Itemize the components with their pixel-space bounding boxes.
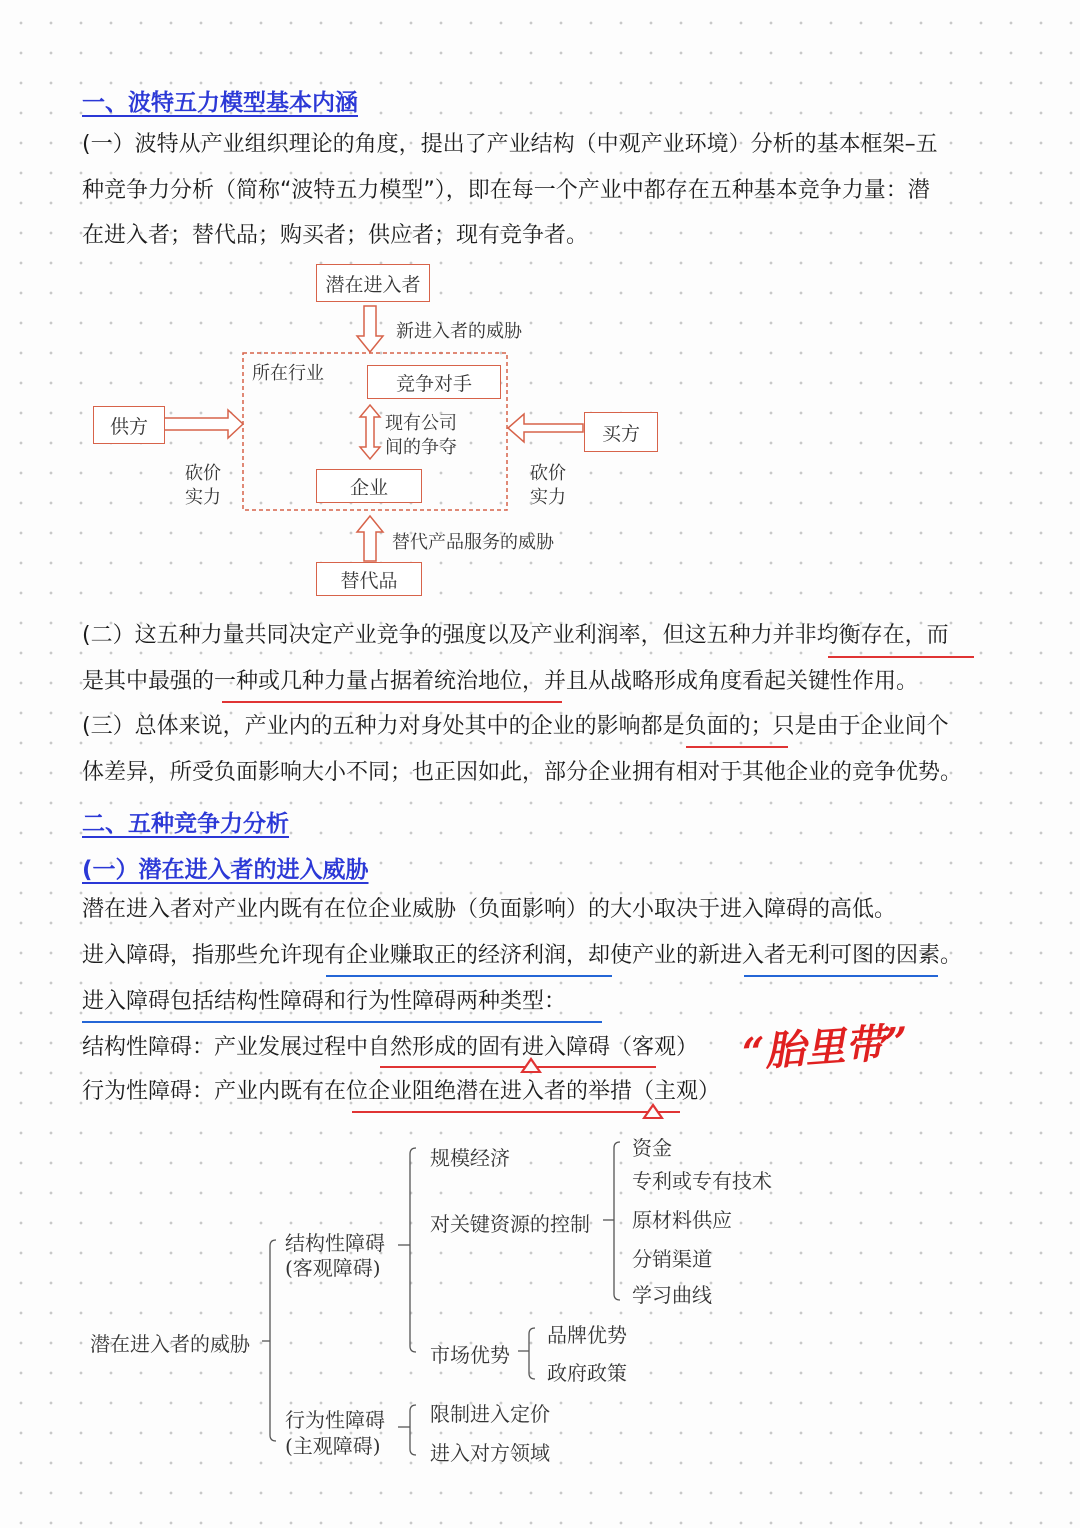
potential-entrant-box: 潜在进入者 [316, 264, 430, 302]
underline-mark [744, 975, 938, 977]
tree-government: 政府政策 [547, 1361, 627, 1385]
tree-root: 潜在进入者的威胁 [90, 1332, 250, 1356]
bracket [614, 1142, 620, 1300]
tree-enter-rival-field: 进入对方领域 [430, 1441, 550, 1465]
tree-key-resources: 对关键资源的控制 [430, 1212, 590, 1236]
para1-line3: 在进入者；替代品；购买者；供应者；现有竞争者。 [82, 223, 589, 248]
section2-line3: 进入障碍包括结构性障碍和行为性障碍两种类型： [82, 989, 567, 1014]
section1-title: 一、波特五力模型基本内涵 [82, 90, 358, 116]
section2-line2: 进入障碍，指那些允许现有企业赚取正的经济利润，却使产业的新进入者无利可图的因素。 [82, 943, 963, 968]
tree-distribution: 分销渠道 [632, 1247, 712, 1271]
firm-box: 企业 [316, 469, 422, 503]
industry-label: 所在行业 [252, 363, 324, 384]
tree-market-advantage: 市场优势 [430, 1343, 510, 1367]
section2-line1: 潜在进入者对产业内既有在位企业威胁（负面影响）的大小取决于进入障碍的高低。 [82, 897, 897, 922]
supplier-power-line1: 砍价 [185, 463, 221, 484]
bracket [270, 1240, 276, 1441]
para2-line2: 是其中最强的一种或几种力量占据着统治地位，并且从战略形成角度看起关键性作用。 [82, 669, 919, 694]
underline-mark [352, 1111, 680, 1113]
tree-behavioral-line1: 行为性障碍 [285, 1408, 385, 1432]
tree-economies-of-scale: 规模经济 [430, 1146, 510, 1170]
tree-raw-materials: 原材料供应 [632, 1208, 732, 1232]
right-arrow-icon [164, 410, 243, 438]
double-arrow-icon [360, 405, 380, 459]
rivalry-line2: 间的争夺 [385, 437, 457, 458]
para3-line2: 体差异，所受负面影响大小不同；也正因如此，部分企业拥有相对于其他企业的竞争优势。 [82, 760, 963, 785]
tree-limit-pricing: 限制进入定价 [430, 1402, 550, 1426]
substitutes-box: 替代品 [316, 562, 422, 596]
underline-mark [828, 656, 974, 658]
section2-line5: 行为性障碍：产业内既有在位企业阻绝潜在进入者的举措（主观） [82, 1079, 721, 1104]
substitute-threat-label: 替代产品服务的威胁 [392, 532, 554, 553]
supplier-power-line2: 实力 [185, 487, 221, 508]
down-arrow-icon [357, 306, 383, 352]
supplier-box: 供方 [93, 406, 165, 444]
para3-line1: (三）总体来说，产业内的五种力对身处其中的企业的影响都是负面的；只是由于企业间个 [82, 714, 949, 739]
section2-subtitle: (一）潜在进入者的进入威胁 [82, 857, 369, 883]
tree-patents: 专利或专有技术 [632, 1169, 772, 1193]
tree-learning-curve: 学习曲线 [632, 1283, 712, 1307]
buyer-power-line1: 砍价 [530, 463, 566, 484]
para2-line1: (二）这五种力量共同决定产业竞争的强度以及产业利润率，但这五种力并非均衡存在，而 [82, 623, 949, 648]
underline-mark [686, 746, 788, 748]
competitors-box: 竞争对手 [367, 365, 501, 399]
section2-line4: 结构性障碍：产业发展过程中自然形成的固有进入障碍（客观） [82, 1035, 699, 1060]
underline-mark [326, 975, 612, 977]
tree-structural-line2: (客观障碍) [285, 1256, 381, 1280]
tree-structural-line1: 结构性障碍 [285, 1231, 385, 1255]
up-arrow-icon [357, 516, 383, 561]
para1-line2: 种竞争力分析（简称“波特五力模型”），即在每一个产业中都存在五种基本竞争力量：潜 [82, 178, 930, 203]
tree-capital: 资金 [632, 1136, 672, 1160]
bracket [410, 1148, 416, 1352]
tree-behavioral-line2: (主观障碍) [285, 1434, 381, 1458]
handwritten-note: “胎里带” [740, 1018, 910, 1077]
bracket [529, 1328, 535, 1379]
tree-brand: 品牌优势 [547, 1323, 627, 1347]
underline-mark [380, 1066, 656, 1068]
diagram-arrows [0, 0, 1080, 620]
left-arrow-icon [508, 414, 583, 442]
rivalry-line1: 现有公司 [385, 413, 457, 434]
bracket [410, 1405, 416, 1455]
threat-new-entrants-label: 新进入者的威胁 [396, 321, 522, 342]
underline-mark [222, 701, 562, 703]
buyer-power-line2: 实力 [530, 487, 566, 508]
section2-title: 二、五种竞争力分析 [82, 811, 289, 837]
buyer-box: 买方 [584, 412, 658, 452]
underline-mark [82, 1021, 602, 1023]
para1-line1: (一）波特从产业组织理论的角度，提出了产业结构（中观产业环境）分析的基本框架–五 [82, 132, 938, 157]
